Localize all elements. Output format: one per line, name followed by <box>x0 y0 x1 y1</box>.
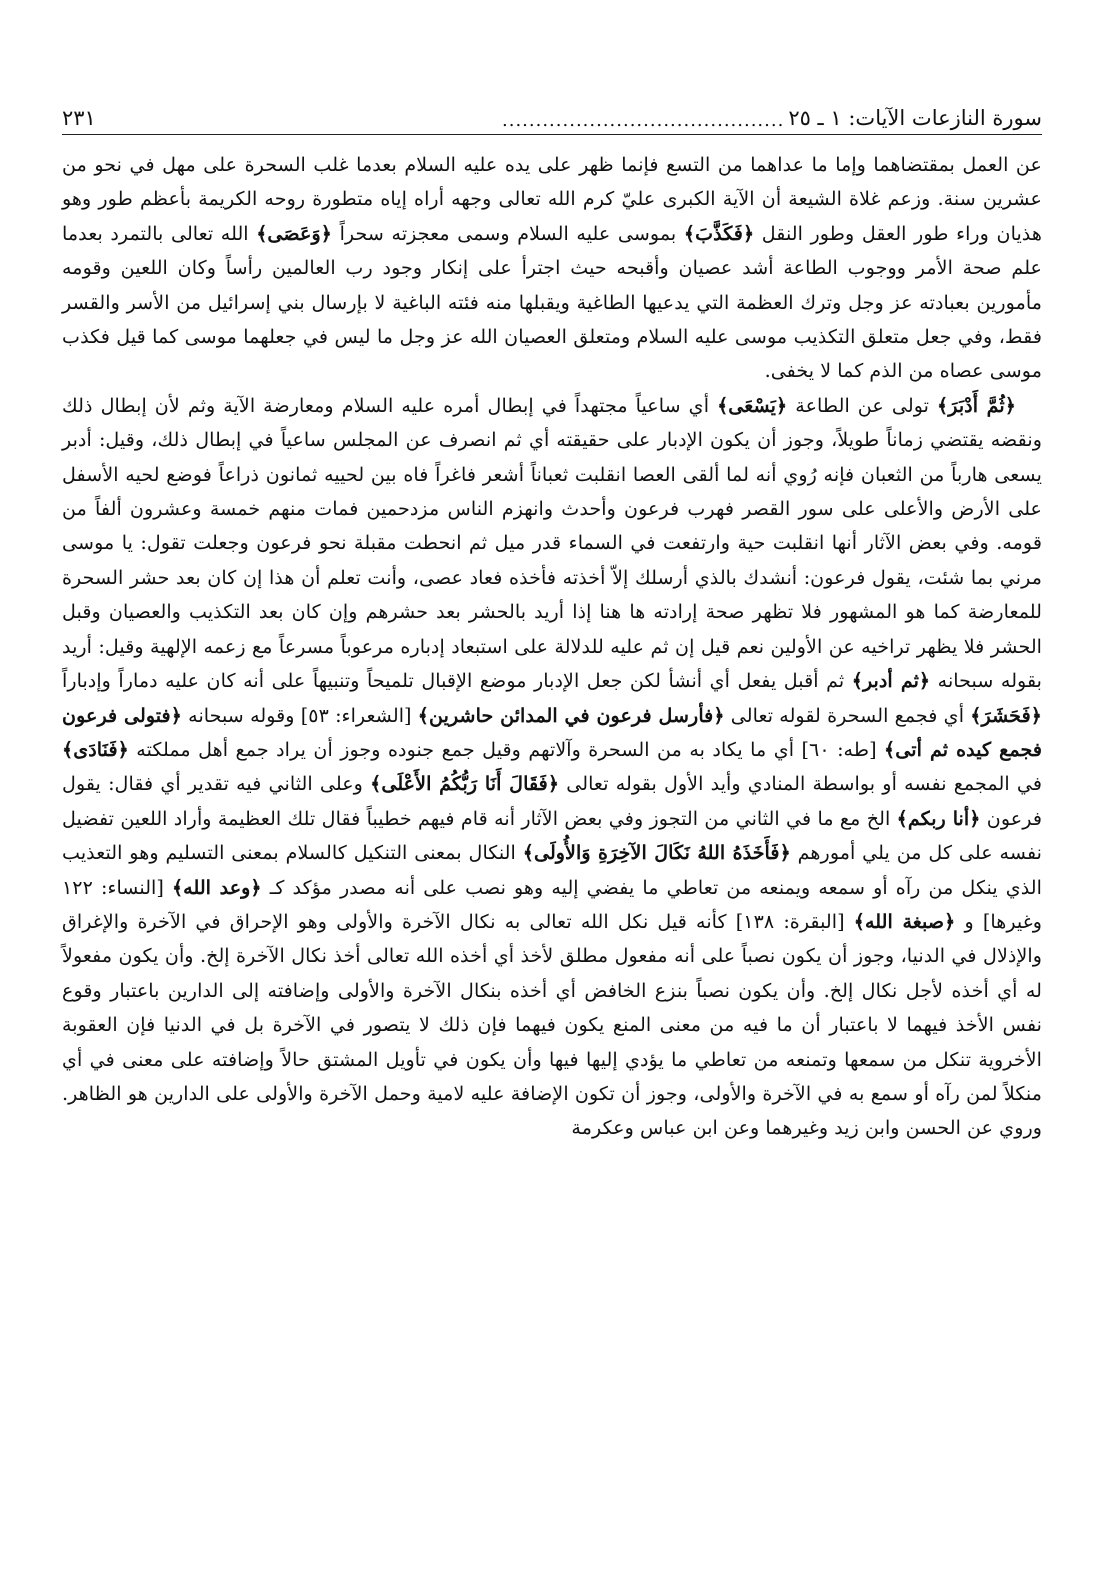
text-segment: بموسى عليه السلام وسمى معجزته سحراً <box>332 221 684 245</box>
text-segment: ثم أقبل يفعل أي أنشأ لكن جعل الإدبار موضع الإقبال تلميحاً وتنبيهاً على أنه كان عليه دماراً وإدباراً <box>62 669 852 693</box>
quran-quote: ﴿وَعَصَى﴾ <box>256 221 333 245</box>
quran-quote: ﴿ثُمَّ أَدْبَرَ﴾ <box>937 393 1017 417</box>
body-text <box>62 148 1042 1146</box>
quran-quote: ﴿فَكَذَّبَ﴾ <box>683 221 755 245</box>
text-segment: النكال بمعنى التنكيل كالسلام بمعنى التسليم وهو التعذيب الذي ينكل من رآه أو سمعه ويمنعه من تعاطي ما يفضي إليه وهو نصب على أنه مصدر مؤكد كـ <box>62 841 1042 899</box>
leader-dots: .......................................... <box>502 112 785 130</box>
text-segment: [البقرة: ١٣٨] كأنه قيل نكل الله تعالى به نكال الآخرة والأولى وهو الإحراق في الآخرة والإغراق والإذلال في الدنيا، وجوز أن يكون نصباً على أنه مفعول مطلق لأخذ أي أخذه الله تعالى أخذ نكال الآخرة إلخ. وأن يكون مفعولاً له أي أخذه لأجل نكال إلخ. وأن يكون نصباً بنزع الخافض أي أخذه بنكال الآخرة والأولى وإضافته إلى الدارين باعتبار وقوع نفس الأخذ فيهما لا باعتبار أن ما فيه من معنى المنع يكون فيهما فإن ذلك لا يتصور في الآخرة بل في الدنيا فإن العقوبة الأخروية تنكل من سمعها وتمنعه من تعاطي ما يؤدي إليها فيها وأن يكون في تأويل المشتق حالاً وإضافته على معنى في أي منكلاً لمن رآه أو سمع به في الآخرة والأولى، وجوز أن تكون الإضافة عليه لامية وحمل الآخرة والأولى على الدارين هو الظاهر. وروي عن الحسن وابن زيد وغيرهما وعن ابن عباس وعكرمة <box>62 909 1042 1140</box>
text-segment: في المجمع نفسه أو بواسطة المنادي وأيد الأول بقوله تعالى <box>559 772 1043 796</box>
text-segment: [الشعراء: ٥٣] وقوله سبحانه <box>181 703 418 727</box>
text-segment: الخ مع ما في الثاني من التجوز وفي بعض الآثار أنه قام فيهم خطيباً فقال تلك العظيمة وأراد اللعين تفضيل نفسه على كل من يلي أمورهم <box>62 806 1042 865</box>
surah-title: سورة النازعات الآيات: ١ ـ ٢٥ <box>788 106 1042 130</box>
page-number: ٢٣١ <box>62 106 96 130</box>
text-segment: أي فجمع السحرة لقوله تعالى <box>724 703 971 727</box>
quran-quote: ﴿وعد الله﴾ <box>171 875 262 899</box>
text-segment: وعلى الثاني فيه تقدير أي فقال: يقول فرعون <box>62 772 1043 830</box>
quran-quote: ﴿أنا ربكم﴾ <box>896 806 981 830</box>
quran-quote: ﴿فَنَادَى﴾ <box>62 737 129 761</box>
quran-quote: ﴿فَأَخَذَهُ اللهُ نَكَالَ الآخِرَةِ وَالأُولَى﴾ <box>522 841 791 865</box>
text-segment: الله تعالى بالتمرد بعدما علم صحة الأمر ووجوب الطاعة أشد عصيان وأقبحه حيث اجترأ على إنكار وجود رب العالمين رأساً وكان اللعين وقومه مأمورين بعبادته عز وجل وترك العظمة التي يدعيها الطاغية ويقبلها منه فئته الباغية لا بإرسال بني إسرائيل من الأسر والقسر فقط، وفي جعل متعلق التكذيب موسى عليه السلام ومتعلق العصيان الله عز وجل ما ليس في جعلهما موسى كما قيل فكذب موسى عصاه من الذم كما لا يخفى. <box>62 221 1042 383</box>
quran-quote: ﴿فَحَشَرَ﴾ <box>970 703 1042 727</box>
paragraph <box>62 148 1042 389</box>
text-segment: تولى عن الطاعة <box>787 393 938 417</box>
paragraph <box>62 389 1042 1146</box>
quran-quote: ﴿يَسْعَى﴾ <box>717 393 788 417</box>
running-header <box>62 90 1042 135</box>
text-segment: [النساء: ١٢٢ وغيرها] و <box>62 875 1043 933</box>
text-segment: عن العمل بمقتضاهما وإما ما عداهما من التسع فإنما ظهر على يده عليه السلام بعدما غلب السحرة على مهل في نحو من عشرين سنة. وزعم غلاة الشيعة أن الآية الكبرى عليّ كرم الله تعالى وجهه أراه إياه متطورة روحه الكريمة بأعظم طور وهو هذيان وراء طور العقل وطور النقل <box>62 153 1042 245</box>
text-segment: أي ساعياً مجتهداً في إبطال أمره عليه السلام ومعارضة الآية وثم لأن إبطال ذلك ونقضه يقتضي زماناً طويلاً، وجوز أن يكون الإدبار على حقيقته أي ثم انصرف عن المجلس ساعياً في إبطال ذلك، وقيل: أدبر يسعى هارباً من الثعبان فإنه رُوي أنه لما ألقى العصا انقلبت ثعباناً أشعر فاغراً فاه بين لحييه ثمانون ذراعاً فوضع لحيه الأسفل على الأرض والأعلى على سور القصر فهرب فرعون وأحدث وانهزم الناس مزدحمين فمات منهم خمسة وعشرون ألفاً من قومه. وفي بعض الآثار أنها انقلبت حية وارتفعت في السماء قدر ميل ثم انحطت مقبلة نحو فرعون وجعلت تقول: يا موسى مرني بما شئت، يقول فرعون: أنشدك بالذي أرسلك إلاّ أخذته فأخذه فعاد عصى، وأنت تعلم أن هذا إن كان بعد حشر السحرة للمعارضة كما هو المشهور فلا تظهر صحة إرادته ها هنا إذا أريد بالحشر بعد حشرهم وإن كان بعد التكذيب والعصيان وقبل الحشر فلا يظهر تراخيه عن الأولين نعم قيل إن ثم عليه للدلالة على استبعاد إدباره مرعوباً مسرعاً مع زعمه الإلهية وقيل: أريد بقوله سبحانه <box>62 393 1043 693</box>
quran-quote: ﴿ثم أدبر﴾ <box>851 669 931 693</box>
quran-quote: ﴿فأرسل فرعون في المدائن حاشرين﴾ <box>417 703 725 727</box>
text-segment: [طه: ٦٠] أي ما يكاد به من السحرة وآلاتهم وقيل جمع جنوده وجوز أن يراد جمع أهل مملكته <box>128 737 885 761</box>
quran-quote: ﴿صبغة الله﴾ <box>853 909 956 933</box>
quran-quote: ﴿فتولى فرعون فجمع كيده ثم أتى﴾ <box>62 703 1043 761</box>
quran-quote: ﴿فَقَالَ أَنَا رَبُّكُمُ الأَعْلَى﴾ <box>370 772 560 796</box>
